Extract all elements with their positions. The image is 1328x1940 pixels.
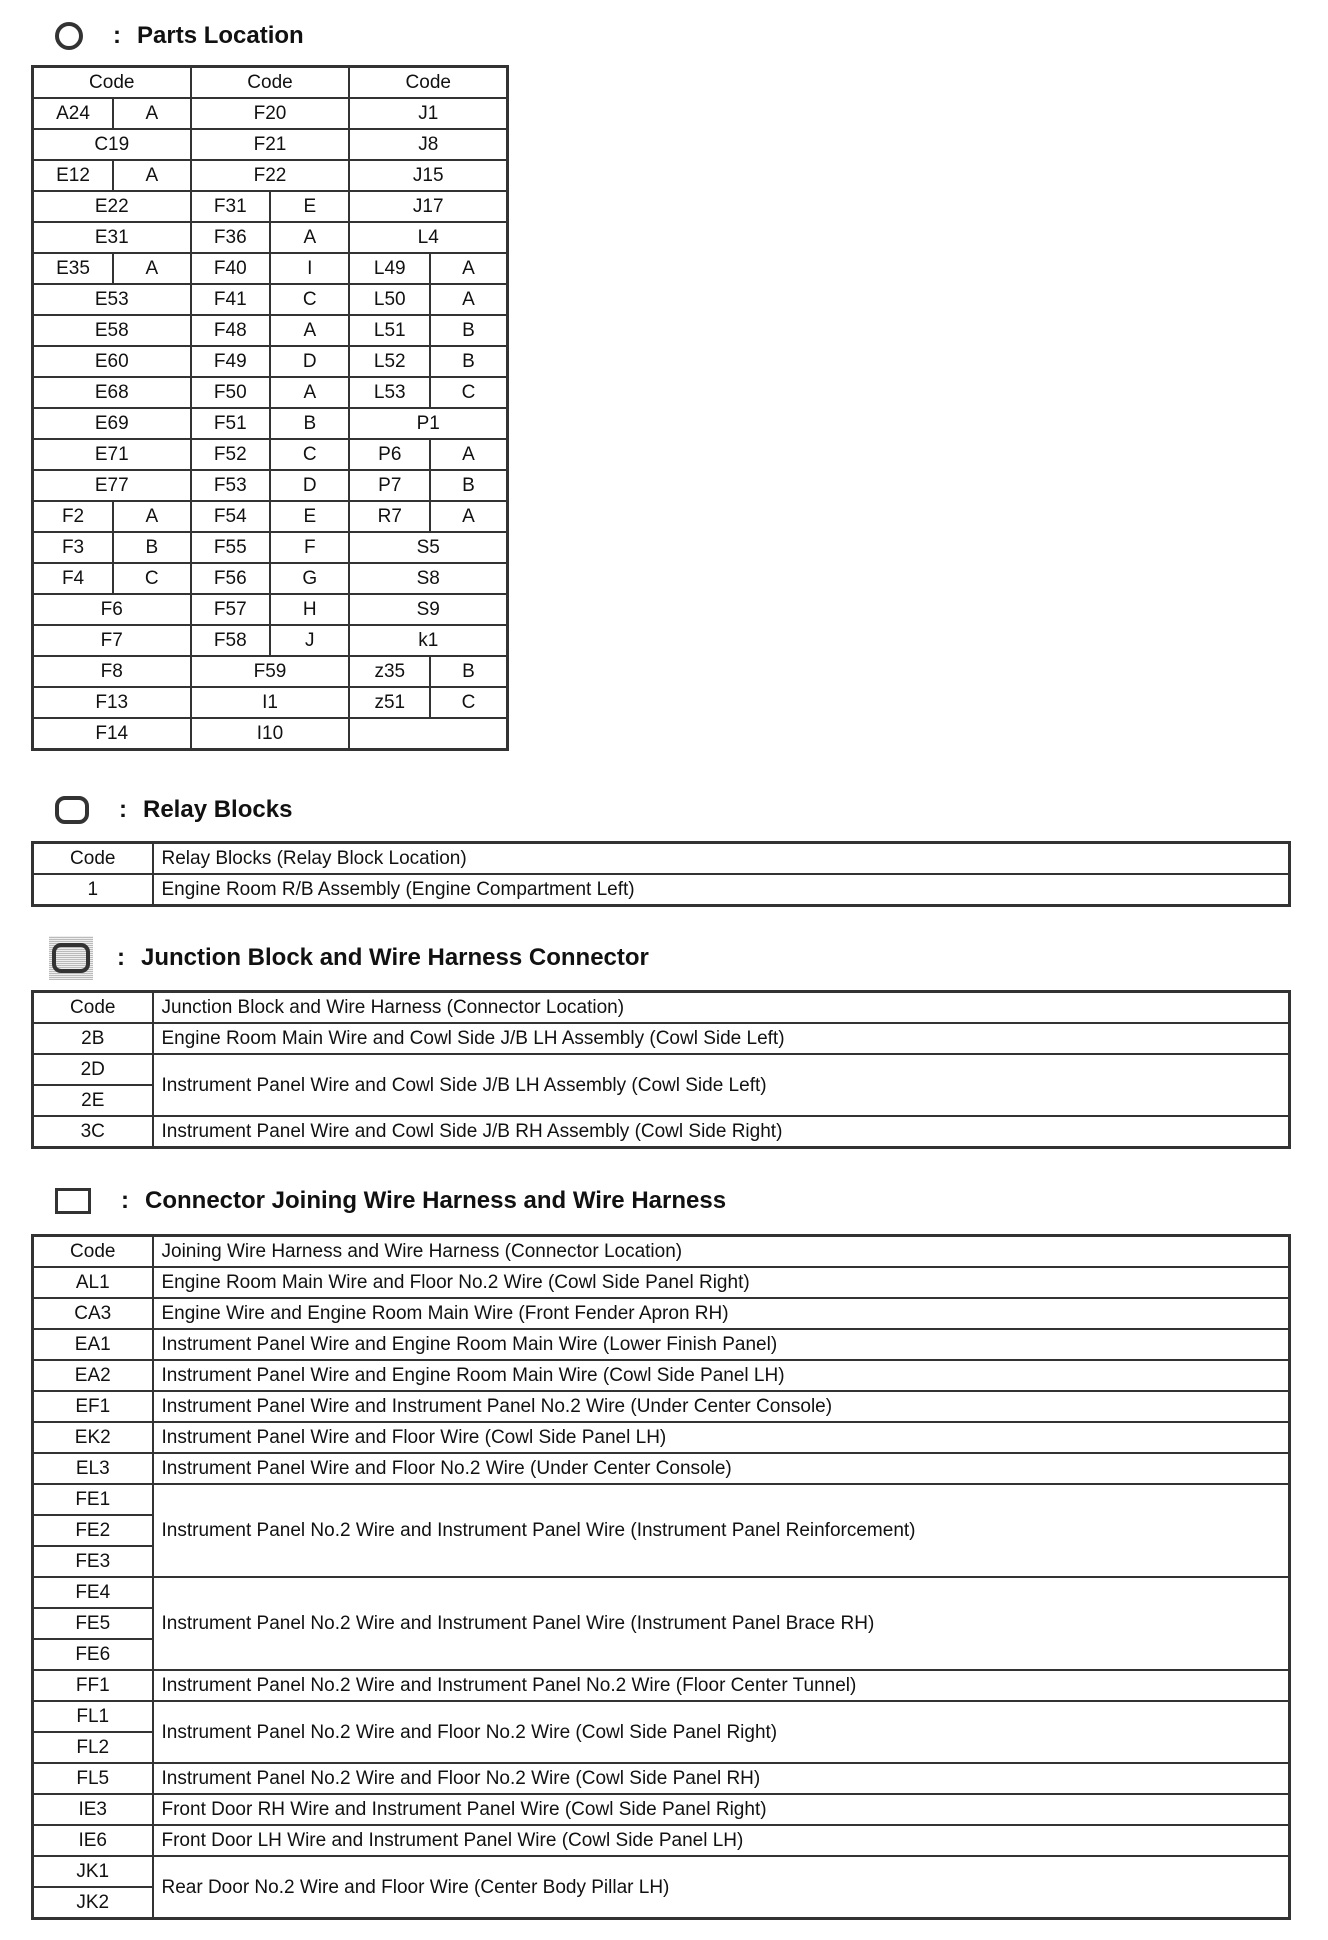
part-code: C19 [33,129,191,160]
junction-block-table [31,990,1291,1149]
table-row [33,625,508,656]
part-subcode: C [430,687,507,718]
part-code: z35 [349,656,430,687]
connector-description: Instrument Panel No.2 Wire and Floor No.2 Wire (Cowl Side Panel Right) [153,1701,1290,1763]
section-title: Relay Blocks [143,796,293,823]
part-code: R7 [349,501,430,532]
header-row [33,67,508,99]
table-row [33,470,508,501]
part-code: F36 [191,222,271,253]
part-code: F13 [33,687,191,718]
code-header: Code [33,1236,153,1268]
connector-code: IE6 [33,1825,153,1856]
connector-code: FE3 [33,1546,153,1577]
connector-description: Instrument Panel Wire and Instrument Panel No.2 Wire (Under Center Console) [153,1391,1290,1422]
table-row [33,284,508,315]
part-subcode: A [430,501,507,532]
connector-code: FE5 [33,1608,153,1639]
connector-description: Instrument Panel Wire and Floor Wire (Cowl Side Panel LH) [153,1422,1290,1453]
connector-code: FE1 [33,1484,153,1515]
table-row [33,718,508,750]
column-header: Code [191,67,350,99]
connector-description: Front Door RH Wire and Instrument Panel Wire (Cowl Side Panel Right) [153,1794,1290,1825]
part-code: F21 [191,129,350,160]
part-subcode: B [430,346,507,377]
code-header: Code [33,992,153,1024]
part-code: F22 [191,160,350,191]
part-subcode: A [113,253,190,284]
connector-code: FF1 [33,1670,153,1701]
table-row [33,1391,1290,1422]
connector-square-icon [55,1188,91,1214]
part-code: F7 [33,625,191,656]
table-row [33,1298,1290,1329]
part-subcode: B [430,470,507,501]
part-subcode: A [430,439,507,470]
connector-code: EK2 [33,1422,153,1453]
connector-description: Instrument Panel Wire and Cowl Side J/B RH Assembly (Cowl Side Right) [153,1116,1290,1148]
part-subcode: A [113,501,190,532]
connector-code: 2E [33,1085,153,1116]
column-header: Code [33,67,191,99]
part-subcode: E [270,501,349,532]
connector-code: EF1 [33,1391,153,1422]
part-code: L4 [349,222,507,253]
part-subcode: A [270,377,349,408]
connector-description: Instrument Panel Wire and Cowl Side J/B LH Assembly (Cowl Side Left) [153,1054,1290,1116]
part-code: F40 [191,253,271,284]
connector-description: Rear Door No.2 Wire and Floor Wire (Center Body Pillar LH) [153,1856,1290,1919]
connector-code: 2D [33,1054,153,1085]
description-header: Joining Wire Harness and Wire Harness (Connector Location) [153,1236,1290,1268]
connector-code: JK1 [33,1856,153,1887]
parts-location-table [31,65,509,751]
connector-code: FL5 [33,1763,153,1794]
table-row [33,594,508,625]
connector-code: EA1 [33,1329,153,1360]
part-code: L52 [349,346,430,377]
section-title: Parts Location [137,22,304,49]
table-row [33,1670,1290,1701]
table-row [33,439,508,470]
part-code: J15 [349,160,507,191]
part-code: E31 [33,222,191,253]
column-header: Code [349,67,507,99]
part-subcode: C [430,377,507,408]
table-row [33,1701,1290,1732]
connector-heading: : Connector Joining Wire Harness and Wire Harness [55,1187,726,1215]
part-subcode: A [430,253,507,284]
part-code: F14 [33,718,191,750]
table-row [33,687,508,718]
table-row [33,1763,1290,1794]
part-code: F8 [33,656,191,687]
part-code: E35 [33,253,114,284]
table-row [33,1794,1290,1825]
part-code: z51 [349,687,430,718]
connector-description: Instrument Panel No.2 Wire and Instrument Panel No.2 Wire (Floor Center Tunnel) [153,1670,1290,1701]
part-code: F20 [191,98,350,129]
table-row [33,1329,1290,1360]
part-code: I10 [191,718,350,750]
part-code: L51 [349,315,430,346]
connector-description: Instrument Panel No.2 Wire and Instrument Panel Wire (Instrument Panel Reinforcement) [153,1484,1290,1577]
part-code: F48 [191,315,271,346]
part-subcode: D [270,346,349,377]
part-code [349,718,507,750]
part-subcode: A [113,98,190,129]
part-code: I1 [191,687,350,718]
part-code: E71 [33,439,191,470]
relay-block-icon [55,796,89,824]
part-subcode: C [270,284,349,315]
part-subcode: C [270,439,349,470]
circle-icon [55,22,83,50]
table-row [33,1825,1290,1856]
header-row [33,992,1290,1024]
part-code: P1 [349,408,507,439]
part-code: F57 [191,594,271,625]
connector-code: 2B [33,1023,153,1054]
description-header: Junction Block and Wire Harness (Connector Location) [153,992,1290,1024]
table-row [33,129,508,160]
table-row [33,98,508,129]
part-code: J8 [349,129,507,160]
part-code: E22 [33,191,191,222]
part-code: F54 [191,501,271,532]
part-subcode: J [270,625,349,656]
table-row [33,874,1290,906]
part-code: A24 [33,98,114,129]
relay-blocks-heading: : Relay Blocks [55,796,292,824]
connector-code: FL2 [33,1732,153,1763]
part-subcode: A [430,284,507,315]
part-subcode: C [113,563,190,594]
part-code: F53 [191,470,271,501]
part-code: F31 [191,191,271,222]
part-code: S8 [349,563,507,594]
part-code: E60 [33,346,191,377]
part-code: k1 [349,625,507,656]
parts-location-heading: : Parts Location [55,22,304,50]
connector-code: FE4 [33,1577,153,1608]
connector-description: Engine Wire and Engine Room Main Wire (Front Fender Apron RH) [153,1298,1290,1329]
part-subcode: B [270,408,349,439]
part-code: F56 [191,563,271,594]
part-code: S5 [349,532,507,563]
part-code: F6 [33,594,191,625]
table-row [33,377,508,408]
junction-block-icon [49,936,93,980]
table-row [33,1422,1290,1453]
part-subcode: A [270,315,349,346]
part-subcode: B [113,532,190,563]
connector-description: Engine Room Main Wire and Cowl Side J/B LH Assembly (Cowl Side Left) [153,1023,1290,1054]
table-row [33,1856,1290,1887]
part-subcode: D [270,470,349,501]
connector-description: Engine Room Main Wire and Floor No.2 Wire (Cowl Side Panel Right) [153,1267,1290,1298]
table-row [33,191,508,222]
part-code: E69 [33,408,191,439]
connector-description: Instrument Panel Wire and Engine Room Main Wire (Lower Finish Panel) [153,1329,1290,1360]
connector-code: AL1 [33,1267,153,1298]
connector-description: Front Door LH Wire and Instrument Panel Wire (Cowl Side Panel LH) [153,1825,1290,1856]
connector-description: Instrument Panel No.2 Wire and Instrument Panel Wire (Instrument Panel Brace RH) [153,1577,1290,1670]
part-code: F41 [191,284,271,315]
table-row [33,408,508,439]
table-row [33,1360,1290,1391]
part-code: S9 [349,594,507,625]
table-row [33,532,508,563]
part-code: F49 [191,346,271,377]
part-subcode: B [430,315,507,346]
table-row [33,1054,1290,1085]
table-row [33,160,508,191]
part-subcode: G [270,563,349,594]
connector-description: Instrument Panel Wire and Floor No.2 Wire (Under Center Console) [153,1453,1290,1484]
table-row [33,1453,1290,1484]
table-row [33,501,508,532]
connector-table [31,1234,1291,1920]
connector-code: FE2 [33,1515,153,1546]
connector-code: JK2 [33,1887,153,1919]
table-row [33,1116,1290,1148]
table-row [33,656,508,687]
relay-blocks-table [31,841,1291,907]
part-code: F4 [33,563,114,594]
part-code: E12 [33,160,114,191]
table-row [33,315,508,346]
part-subcode: A [113,160,190,191]
code-header: Code [33,843,153,875]
table-row [33,253,508,284]
part-code: F51 [191,408,271,439]
part-subcode: H [270,594,349,625]
connector-code: EA2 [33,1360,153,1391]
connector-code: FE6 [33,1639,153,1670]
connector-description: Engine Room R/B Assembly (Engine Compartment Left) [153,874,1290,906]
part-code: P6 [349,439,430,470]
description-header: Relay Blocks (Relay Block Location) [153,843,1290,875]
section-title: Connector Joining Wire Harness and Wire Harness [145,1187,727,1214]
part-code: L49 [349,253,430,284]
part-code: E77 [33,470,191,501]
section-title: Junction Block and Wire Harness Connector [141,944,649,971]
table-row [33,222,508,253]
part-code: J17 [349,191,507,222]
junction-block-heading: : Junction Block and Wire Harness Connector [55,936,649,980]
table-row [33,346,508,377]
part-code: E68 [33,377,191,408]
part-subcode: B [430,656,507,687]
connector-code: 3C [33,1116,153,1148]
part-subcode: A [270,222,349,253]
part-code: F3 [33,532,114,563]
part-code: J1 [349,98,507,129]
connector-code: IE3 [33,1794,153,1825]
table-row [33,1484,1290,1515]
part-code: E53 [33,284,191,315]
part-code: L53 [349,377,430,408]
part-subcode: E [270,191,349,222]
part-code: E58 [33,315,191,346]
connector-code: FL1 [33,1701,153,1732]
table-row [33,1267,1290,1298]
connector-code: CA3 [33,1298,153,1329]
connector-description: Instrument Panel No.2 Wire and Floor No.2 Wire (Cowl Side Panel RH) [153,1763,1290,1794]
header-row [33,843,1290,875]
table-row [33,1577,1290,1608]
part-subcode: I [270,253,349,284]
part-code: F58 [191,625,271,656]
header-row [33,1236,1290,1268]
part-code: F2 [33,501,114,532]
part-code: L50 [349,284,430,315]
part-code: F52 [191,439,271,470]
part-subcode: F [270,532,349,563]
part-code: F59 [191,656,350,687]
table-row [33,563,508,594]
part-code: F55 [191,532,271,563]
connector-code: 1 [33,874,153,906]
connector-code: EL3 [33,1453,153,1484]
connector-description: Instrument Panel Wire and Engine Room Main Wire (Cowl Side Panel LH) [153,1360,1290,1391]
table-row [33,1023,1290,1054]
part-code: F50 [191,377,271,408]
part-code: P7 [349,470,430,501]
